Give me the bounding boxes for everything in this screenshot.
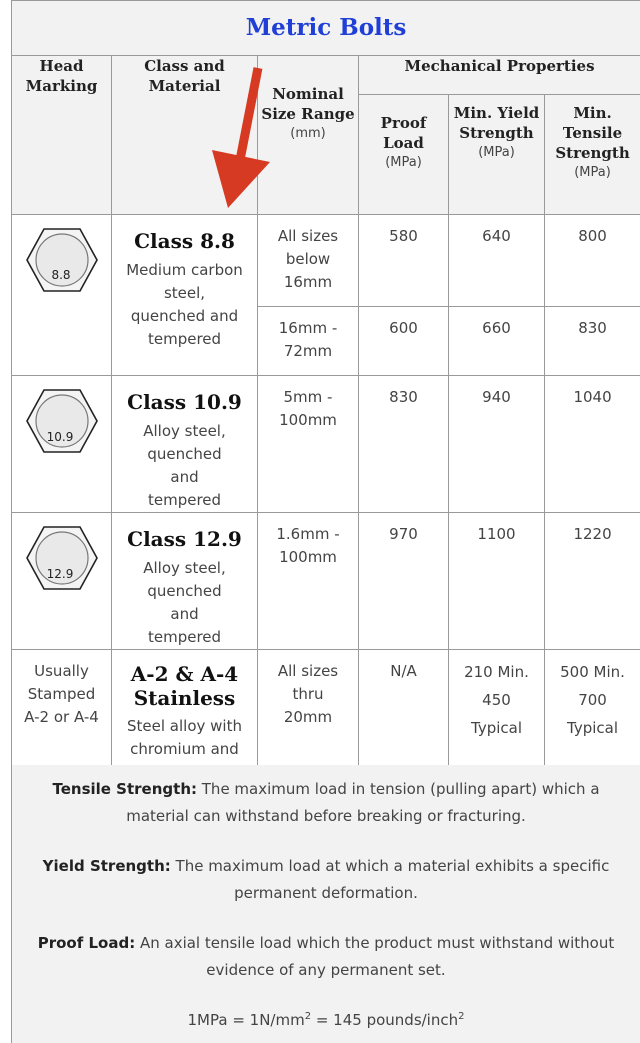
yield-cell [449, 513, 545, 650]
header-mechanical-properties [359, 56, 640, 95]
size-cell [258, 215, 359, 307]
yield-value: 940 [482, 388, 511, 406]
proof-cell [359, 215, 449, 307]
header-min-tensile-unit: (MPa) [574, 165, 611, 180]
tensile-value: 1040 [573, 388, 612, 406]
head-marking-cell [12, 376, 112, 513]
size-value: All sizes thru 20mm [277, 662, 339, 726]
head-mark-label: 10.9 [46, 430, 73, 444]
head-mark-label: 12.9 [46, 567, 73, 581]
header-min-yield-unit: (MPa) [478, 145, 515, 160]
tensile-cell [545, 307, 640, 376]
size-cell [258, 513, 359, 650]
conversion-formula [12, 984, 640, 1034]
class-material-cell [112, 513, 258, 650]
head-marking-text: Usually Stamped A-2 or A-4 [24, 662, 99, 726]
formula-superscript: 2 [458, 1011, 465, 1022]
proof-cell [359, 513, 449, 650]
definition-proof [12, 907, 640, 984]
definition-term: Yield Strength: [42, 857, 171, 875]
tensile-value: 800 [578, 227, 607, 245]
definition-term: Proof Load: [37, 934, 136, 952]
page-title: Metric Bolts [245, 14, 407, 41]
header-min-tensile-label: Min. Tensile Strength [555, 104, 630, 162]
proof-value: 970 [389, 525, 418, 543]
definition-yield [12, 830, 640, 907]
class-material-cell [112, 215, 258, 376]
yield-value: 1100 [477, 525, 516, 543]
tensile-cell [545, 215, 640, 307]
yield-cell [449, 215, 545, 307]
size-cell [258, 307, 359, 376]
header-class-material-label: Class and Material [144, 57, 225, 95]
head-mark-label: 8.8 [50, 268, 71, 282]
formula-part: 1MPa = 1N/mm [187, 1011, 305, 1029]
proof-cell [359, 307, 449, 376]
proof-cell [359, 376, 449, 513]
definition-text: An axial tensile load which the product must withstand without evidence of any permanent set. [135, 934, 615, 979]
proof-value: 600 [389, 319, 418, 337]
head-marking-cell [12, 513, 112, 650]
size-value: All sizes below 16mm [277, 227, 339, 291]
hex-bolt-head-icon [25, 388, 99, 454]
formula-part: = 145 pounds/inch [311, 1011, 459, 1029]
table-row-class-10-9 [12, 376, 640, 513]
class-description: Steel alloy with chromium and [127, 717, 242, 758]
size-cell [258, 376, 359, 513]
header-nominal-size-label: Nominal Size Range [261, 85, 355, 123]
definition-text: The maximum load in tension (pulling apart) which a material can withstand before breaking or fracturing. [126, 780, 600, 825]
tensile-value: 830 [578, 319, 607, 337]
tensile-value: 1220 [573, 525, 612, 543]
formula-superscript: 2 [304, 1011, 312, 1022]
class-name: Class 10.9 [127, 390, 242, 414]
yield-value: 640 [482, 227, 511, 245]
class-name: A-2 & A-4 Stainless [130, 662, 239, 710]
header-proof-load [359, 95, 449, 215]
yield-cell [449, 307, 545, 376]
header-nominal-size [258, 56, 359, 215]
head-marking-cell [12, 215, 112, 376]
header-min-yield-label: Min. Yield Strength [453, 104, 540, 142]
table-row-class-8-8 [12, 215, 640, 307]
hex-bolt-head-icon [25, 227, 99, 293]
header-nominal-size-unit: (mm) [290, 126, 326, 141]
header-min-tensile [545, 95, 640, 215]
class-description: Alloy steel, quenched and tempered [143, 422, 226, 509]
tensile-value: 500 Min. 700 Typical [560, 663, 625, 737]
header-head-marking [12, 56, 112, 215]
header-mechanical-label: Mechanical Properties [404, 57, 595, 75]
definition-text: The maximum load at which a material exhibits a specific permanent deformation. [170, 857, 610, 902]
header-class-material [112, 56, 258, 215]
class-description: Medium carbon steel, quenched and tempered [126, 261, 243, 348]
tensile-cell [545, 376, 640, 513]
class-description: Alloy steel, quenched and tempered [143, 559, 226, 646]
size-value: 5mm - 100mm [279, 388, 337, 429]
size-value: 1.6mm - 100mm [276, 525, 340, 566]
table-row-class-12-9 [12, 513, 640, 650]
class-name: Class 8.8 [134, 229, 235, 253]
header-head-marking-label: Head Marking [25, 57, 98, 95]
yield-value: 210 Min. 450 Typical [464, 663, 529, 737]
header-min-yield [449, 95, 545, 215]
definition-tensile [12, 765, 640, 830]
proof-value: 830 [389, 388, 418, 406]
definitions-panel [11, 765, 640, 1043]
title-cell [12, 1, 640, 56]
header-proof-load-label: Proof Load [380, 114, 427, 152]
class-material-cell [112, 376, 258, 513]
tensile-cell [545, 513, 640, 650]
yield-value: 660 [482, 319, 511, 337]
metric-bolts-table [11, 0, 640, 802]
proof-value: N/A [390, 662, 417, 680]
class-name: Class 12.9 [127, 527, 242, 551]
definition-term: Tensile Strength: [52, 780, 197, 798]
hex-bolt-head-icon [25, 525, 99, 591]
yield-cell [449, 376, 545, 513]
proof-value: 580 [389, 227, 418, 245]
size-value: 16mm - 72mm [278, 319, 338, 360]
header-proof-load-unit: (MPa) [385, 155, 422, 170]
